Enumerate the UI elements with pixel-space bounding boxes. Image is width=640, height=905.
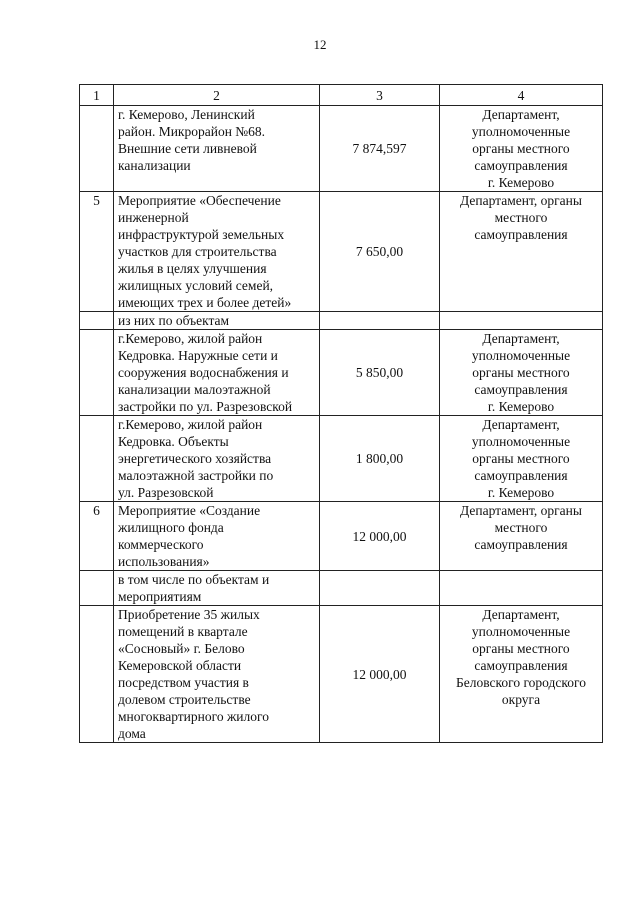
measures-table xyxy=(79,84,603,743)
row-executor: Департамент, органы местного самоуправления xyxy=(440,502,603,571)
table-row xyxy=(80,312,603,330)
row-executor: Департамент, уполномоченные органы местного самоуправления г. Кемерово xyxy=(440,330,603,416)
table-header-row xyxy=(80,85,603,106)
table-row xyxy=(80,502,603,571)
table-row xyxy=(80,571,603,606)
row-amount: 1 800,00 xyxy=(320,416,440,502)
row-name: г. Кемерово, Ленинский район. Микрорайон №68. Внешние сети ливневой канализации xyxy=(114,106,320,192)
row-name: Приобретение 35 жилых помещений в квартале «Сосновый» г. Белово Кемеровской области посредством участия в долевом строительстве многоквартирного жилого дома xyxy=(114,606,320,743)
table-row xyxy=(80,106,603,192)
header-cell-4: 4 xyxy=(440,85,603,106)
table-row xyxy=(80,416,603,502)
row-executor: Департамент, органы местного самоуправления xyxy=(440,192,603,312)
row-number: 6 xyxy=(80,502,114,571)
row-name: г.Кемерово, жилой район Кедровка. Объекты энергетического хозяйства малоэтажной застройки по ул. Разрезовской xyxy=(114,416,320,502)
row-executor: Департамент, уполномоченные органы местного самоуправления Беловского городского округа xyxy=(440,606,603,743)
row-amount: 7 874,597 xyxy=(320,106,440,192)
header-cell-3: 3 xyxy=(320,85,440,106)
row-amount: 7 650,00 xyxy=(320,192,440,312)
row-name: Мероприятие «Создание жилищного фонда коммерческого использования» xyxy=(114,502,320,571)
row-amount: 12 000,00 xyxy=(320,606,440,743)
row-amount xyxy=(320,571,440,606)
table-row xyxy=(80,606,603,743)
table-row xyxy=(80,192,603,312)
row-number xyxy=(80,416,114,502)
row-name: г.Кемерово, жилой район Кедровка. Наружные сети и сооружения водоснабжения и канализации малоэтажной застройки по ул. Разрезовской xyxy=(114,330,320,416)
row-name: в том числе по объектам и мероприятиям xyxy=(114,571,320,606)
row-executor: Департамент, уполномоченные органы местного самоуправления г. Кемерово xyxy=(440,416,603,502)
row-name: из них по объектам xyxy=(114,312,320,330)
table-row xyxy=(80,330,603,416)
header-cell-2: 2 xyxy=(114,85,320,106)
row-number xyxy=(80,312,114,330)
row-executor xyxy=(440,571,603,606)
page-number: 12 xyxy=(313,37,327,52)
row-name: Мероприятие «Обеспечение инженерной инфраструктурой земельных участков для строительства жилья в целях улучшения жилищных условий семей, имеющих трех и более детей» xyxy=(114,192,320,312)
row-number xyxy=(80,606,114,743)
row-number xyxy=(80,571,114,606)
row-amount xyxy=(320,312,440,330)
row-number xyxy=(80,106,114,192)
row-number xyxy=(80,330,114,416)
row-amount: 5 850,00 xyxy=(320,330,440,416)
row-executor: Департамент, уполномоченные органы местного самоуправления г. Кемерово xyxy=(440,106,603,192)
row-executor xyxy=(440,312,603,330)
row-number: 5 xyxy=(80,192,114,312)
header-cell-1: 1 xyxy=(80,85,114,106)
row-amount: 12 000,00 xyxy=(320,502,440,571)
